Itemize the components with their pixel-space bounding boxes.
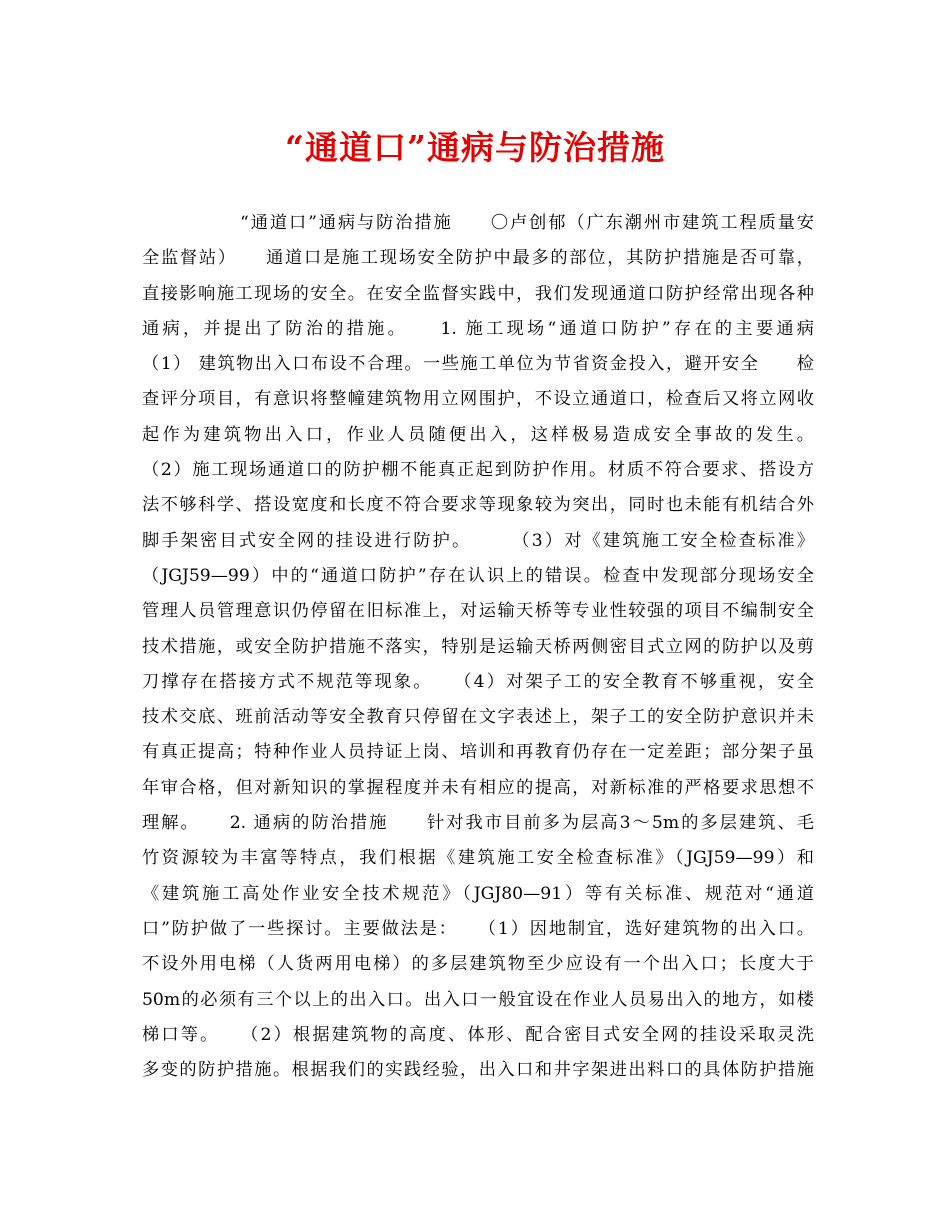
body-line: “通道口”通病与防治措施 〇卢创郁（广东潮州市建筑工程质量安 xyxy=(240,213,814,233)
body-line: 通病，并提出了防治的措施。 1. 施工现场“通道口防护”存在的主要通病 xyxy=(142,318,814,339)
body-line: （1） 建筑物出入口布设不合理。一些施工单位为节省资金投入，避开安全 检 xyxy=(142,354,814,375)
body-line: 起作为建筑物出入口，作业人员随便出入，这样极易造成安全事故的发生。 xyxy=(142,424,814,445)
body-line: 口”防护做了一些探讨。主要做法是： （1）因地制宜，选好建筑物的出入口。 xyxy=(142,918,814,939)
body-line: （2）施工现场通道口的防护棚不能真正起到防护作用。材质不符合要求、搭设方 xyxy=(142,460,814,481)
document-title: “通道口”通病与防治措施 xyxy=(285,128,665,167)
body-line: 多变的防护措施。根据我们的实践经验，出入口和井字架进出料口的具体防护措施 xyxy=(142,1060,814,1081)
body-line: 法不够科学、搭设宽度和长度不符合要求等现象较为突出，同时也未能有机结合外 xyxy=(142,495,814,516)
body-line: 技术交底、班前活动等安全教育只停留在文字表述上，架子工的安全防护意识并未 xyxy=(142,707,814,728)
body-line: 不设外用电梯（人货两用电梯）的多层建筑物至少应设有一个出入口；长度大于 xyxy=(142,954,814,975)
body-line: 50m的必须有三个以上的出入口。出入口一般宜设在作业人员易出入的地方，如楼 xyxy=(142,989,814,1010)
body-line: （JGJ59—99）中的“通道口防护”存在认识上的错误。检查中发现部分现场安全 xyxy=(142,565,814,586)
body-line: 梯口等。 （2）根据建筑物的高度、体形、配合密目式安全网的挂设采取灵洗 xyxy=(142,1024,814,1045)
body-line: 直接影响施工现场的安全。在安全监督实践中，我们发现通道口防护经常出现各种 xyxy=(142,283,814,304)
body-line: 有真正提高；特种作业人员持证上岗、培训和再教育仍存在一定差距；部分架子虽 xyxy=(142,742,814,763)
body-line: 理解。 2. 通病的防治措施 针对我市目前多为层高3～5m的多层建筑、毛 xyxy=(142,813,814,834)
body-line: 《建筑施工高处作业安全技术规范》（JGJ80—91）等有关标准、规范对“通道 xyxy=(142,883,814,904)
body-line: 全监督站） 通道口是施工现场安全防护中最多的部位，其防护措施是否可靠， xyxy=(142,248,814,269)
body-line: 查评分项目，有意识将整幢建筑物用立网围护，不设立通道口，检查后又将立网收 xyxy=(142,389,814,410)
body-line: 竹资源较为丰富等特点，我们根据《建筑施工安全检查标准》（JGJ59—99）和 xyxy=(142,848,814,869)
body-line: 技术措施，或安全防护措施不落实，特别是运输天桥两侧密目式立网的防护以及剪 xyxy=(142,636,814,657)
document-body xyxy=(142,206,814,1088)
body-line: 管理人员管理意识仍停留在旧标准上，对运输天桥等专业性较强的项目不编制安全 xyxy=(142,601,814,622)
body-line: 年审合格，但对新知识的掌握程度并未有相应的提高，对新标准的严格要求思想不 xyxy=(142,777,814,798)
body-line: 刀撑存在搭接方式不规范等现象。 （4）对架子工的安全教育不够重视，安全 xyxy=(142,671,814,692)
body-line: 脚手架密目式安全网的挂设进行防护。 （3）对《建筑施工安全检查标准》 xyxy=(142,530,814,551)
